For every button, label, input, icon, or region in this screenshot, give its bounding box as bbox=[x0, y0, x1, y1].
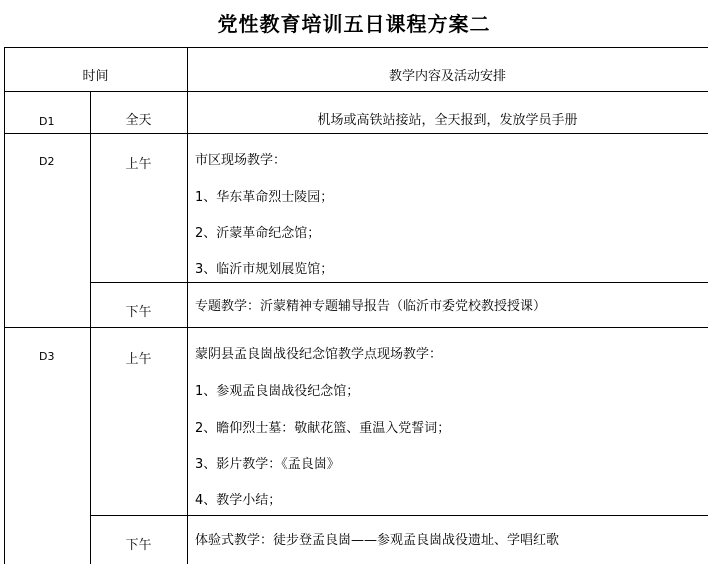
session-text: 市区现场教学： bbox=[195, 153, 287, 168]
row-divider-d2-afternoon bbox=[90, 282, 708, 283]
session-text: 2、瞻仰烈士墓：敬献花篮、重温入党誓词； bbox=[195, 421, 451, 436]
period-label: 全天 bbox=[125, 113, 152, 128]
header-content: 教学内容及活动安排 bbox=[388, 69, 506, 84]
session-text: 体验式教学：徒步登孟良崮——参观孟良崮战役遗址、学唱红歌 bbox=[195, 533, 560, 548]
document-title: 党性教育培训五日课程方案二 bbox=[217, 12, 491, 36]
day-label-d1: D1 bbox=[39, 115, 55, 128]
row-divider-d2 bbox=[4, 327, 708, 328]
row-divider-d3-afternoon bbox=[90, 515, 708, 516]
period-label: 下午 bbox=[125, 538, 152, 553]
period-label: 上午 bbox=[125, 352, 152, 367]
header-time: 时间 bbox=[82, 69, 109, 84]
session-text: 专题教学：沂蒙精神专题辅导报告（临沂市委党校教授授课） bbox=[195, 299, 547, 314]
period-label: 下午 bbox=[125, 305, 152, 320]
table-border-top bbox=[4, 47, 708, 48]
session-text: 2、沂蒙革命纪念馆； bbox=[195, 226, 321, 241]
table-border-left bbox=[4, 47, 5, 564]
session-text: 1、参观孟良崮战役纪念馆； bbox=[195, 384, 360, 399]
day-label-d3: D3 bbox=[39, 350, 55, 363]
session-text: 4、教学小结； bbox=[195, 493, 282, 508]
header-divider bbox=[4, 91, 708, 92]
session-text: 3、临沂市规划展览馆； bbox=[195, 262, 334, 277]
day-label-d2: D2 bbox=[39, 155, 55, 168]
session-text: 机场或高铁站接站，全天报到，发放学员手册 bbox=[317, 113, 578, 128]
session-text: 蒙阴县孟良崮战役纪念馆教学点现场教学： bbox=[195, 347, 443, 362]
row-divider-d1 bbox=[4, 133, 708, 134]
session-text: 1、华东革命烈士陵园； bbox=[195, 190, 334, 205]
session-text: 3、影片教学：《孟良崮》 bbox=[195, 457, 340, 472]
period-label: 上午 bbox=[125, 157, 152, 172]
